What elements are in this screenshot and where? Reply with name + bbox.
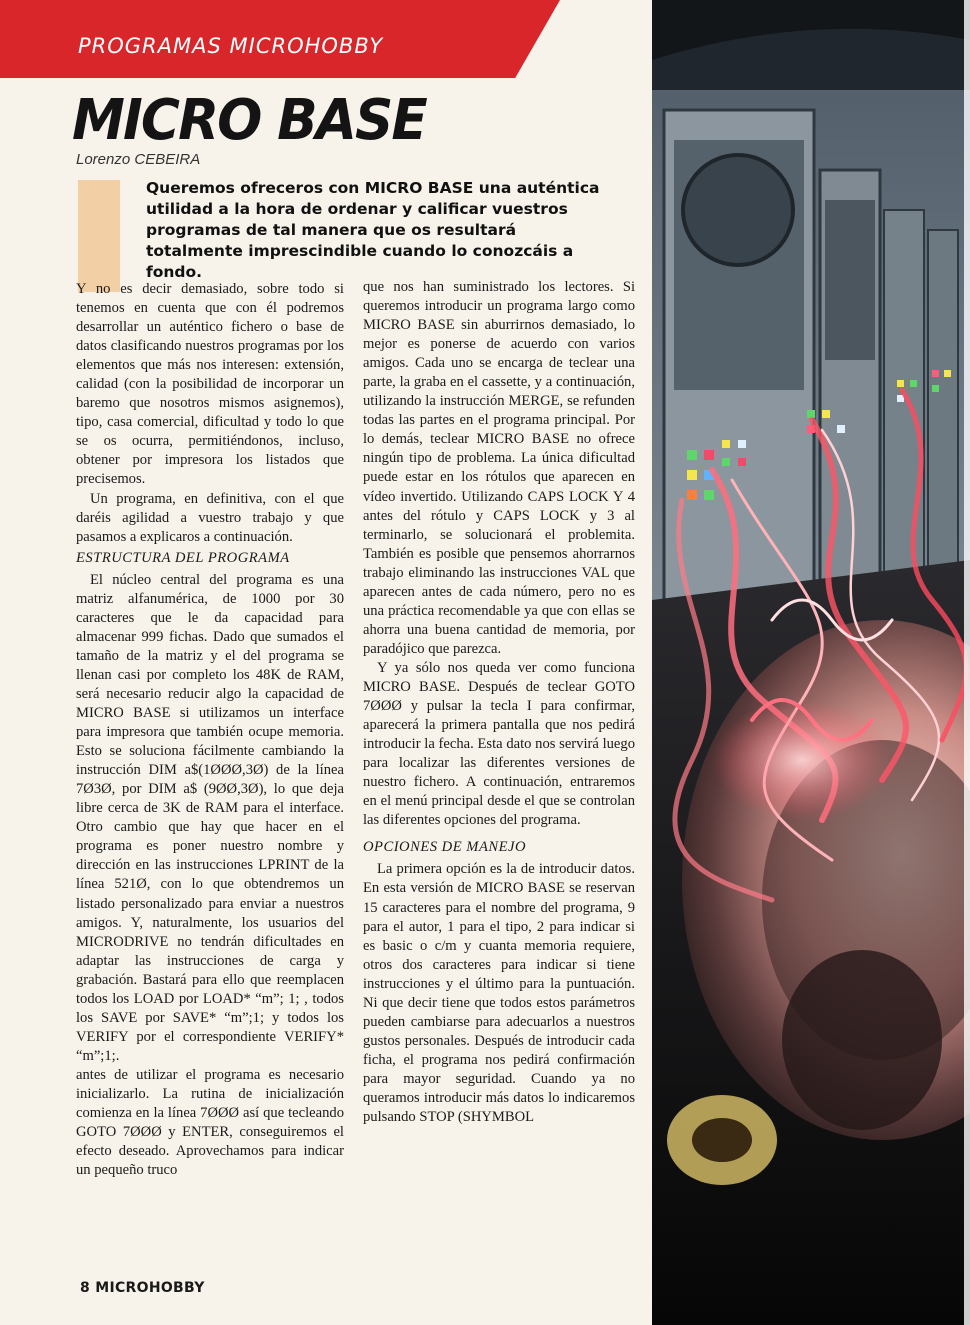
body-paragraph: antes de utilizar el programa es necesario inicializarlo. La rutina de inicialización comienza en la línea 7ØØØ así que tecleando GOTO 7ØØØ y ENTER, conseguiremos el efecto deseado. Aprovechamos para indicar un pequeño truco: [76, 1066, 344, 1179]
article-title: MICRO BASE: [72, 88, 426, 153]
page-number: 8: [80, 1280, 91, 1296]
computer-cabinet: [928, 230, 958, 570]
body-paragraph: que nos han suministrado los lectores. Si queremos introducir un programa largo como MICRO BASE sin aburrirnos demasiado, lo mejor es ponerse de acuerdo con varios amigos. Cada uno se encarga de teclear una parte, la graba en el cassette, y a continuación, utilizando la instrucción MERGE, se refunden todas las partes en el programa principal. Por lo demás, teclear MICRO BASE no ofrece ningún tipo de problema. La única dificultad puede estar en los rótulos que aparecen en vídeo invertido. Utilizando CAPS LOCK Y 4 antes del rótulo y CAPS LOCK y 3 al terminarlo, se solucionará el problemita. También es posible que pensemos ahorrarnos trabajo eliminando las instrucciones VAL que aparecen antes de cada número, pero no es una práctica recomendable ya que con ellas se ahorra una buena cantidad de memoria, por paradójico que parezca.: [363, 279, 635, 657]
section-heading: ESTRUCTURA DEL PROGRAMA: [76, 549, 290, 566]
body-paragraph: Y ya sólo nos queda ver como funciona MICRO BASE. Después de teclear GOTO 7ØØØ y pulsar la tecla I para confirmar, aparecerá la primera pantalla que nos pedirá introducir la fecha. Esta dato nos servirá luego para localizar las diferentes versiones de nuestro fichero. A continuación, entraremos en el menú principal desde el que se controlan las diferentes opciones del programa.: [363, 659, 635, 829]
section-heading: OPCIONES DE MANEJO: [363, 839, 527, 856]
section-label: PROGRAMAS MICROHOBBY: [78, 34, 384, 58]
body-paragraph: El núcleo central del programa es una matriz alfanumérica, de 1000 por 30 caracteres que le da capacidad para almacenar 999 fichas. Dado que sumados el tamaño de la matriz y el del programa se llenan casi por completo los 48K de RAM, será necesario reducir algo la capacidad de MICRO BASE si utilizamos un interface para impresora que también ocupe memoria. Esto se soluciona fácilmente cambiando la instrucción DIM a$(1ØØØ,3Ø) de la línea 7Ø3Ø, por DIM a$ (9ØØ,3Ø), lo que deja libre cerca de 3K de RAM para el interface. Otro cambio que hay que hacer en el programa es poner nuestro nombre y dirección en las instrucciones LPRINT de la línea 521Ø, con lo que obtendremos un listado personalizado para enviar a nuestros amigos. Y, naturalmente, los usuarios del MICRODRIVE no tendrán dificultades en adaptar las instrucciones de carga y grabación. Bastará para ello que reemplacen todos los LOAD por LOAD* “m”; 1; , todos los SAVE por SAVE* “m”;1; y todos los VERIFY por el correspondiente VERIFY* “m”;1;.: [76, 571, 344, 1064]
tape-reel: [683, 155, 793, 265]
body-paragraph: La primera opción es la de introducir datos. En esta versión de MICRO BASE se reservan 15 caracteres para el nombre del programa, 9 para el autor, 1 para el tipo, 2 para indicar si es basic o c/m y cuanta memoria requiere, otros dos caracteres para indicar si tiene instrucciones y el último para la puntuación. Ni que decir tiene que todos estos parámetros pueden cambiarse para adecuarlos a nuestros gustos personales. Después de introducir cada ficha, el programa nos pedirá confirmación para mayor seguridad. Cuando ya no queramos introducir más datos lo indicaremos pulsando STOP (SHYMBOL: [363, 861, 635, 1126]
text-column-2: [363, 278, 635, 1127]
body-paragraph: Un programa, en definitiva, con el que daréis agilidad a vuestro trabajo y que pasamos a explicaros a continuación.: [76, 490, 344, 545]
article-author: Lorenzo CEBEIRA: [76, 151, 201, 168]
lead-accent-block: [78, 180, 120, 292]
page-footer: [80, 1280, 205, 1296]
article-illustration: [652, 0, 970, 1325]
magazine-name: MICROHOBBY: [95, 1280, 205, 1296]
body-paragraph: Y no es decir demasiado, sobre todo si tenemos en cuenta que con él podremos desarrollar un auténtico fichero o base de datos clasificando nuestros programas por los elementos que más nos interesen: extensión, calidad (con la posibilidad de incorporar un baremo que nosotros mismos asignemos), tipo, casa comercial, dificultad y todo lo que se os ocurra, permitiéndonos, incluso, obtener por impresora los listados que precisemos.: [76, 281, 344, 488]
lead-paragraph: Queremos ofreceros con MICRO BASE una auténtica utilidad a la hora de ordenar y calificar vuestros programas de tal manera que os resultará totalmente imprescindible cuando lo conozcáis a fondo.: [146, 179, 600, 281]
text-column-1: [76, 280, 344, 1180]
